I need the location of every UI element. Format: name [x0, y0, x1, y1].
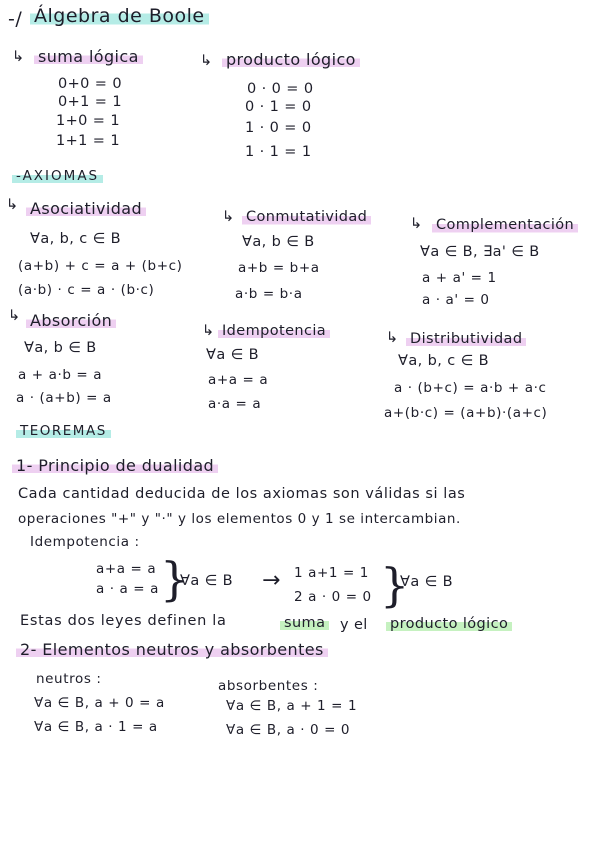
asociatividad-row: (a+b) + c = a + (b+c): [18, 258, 183, 274]
dualidad-left-row: a+a = a: [96, 561, 157, 577]
dualidad-right-row: 1 a+1 = 1: [294, 565, 369, 581]
conmutatividad-heading: Conmutatividad: [242, 210, 371, 225]
asociatividad-row: (a·b) · c = a · (b·c): [18, 282, 155, 298]
producto-row: 0 · 0 = 0: [247, 81, 314, 97]
absorcion-heading: Absorción: [26, 313, 116, 329]
arrow-icon: ↳: [410, 216, 423, 232]
idempotencia-row: a·a = a: [208, 396, 262, 412]
absorbentes-row: ∀a ∈ B, a + 1 = 1: [226, 698, 358, 714]
arrow-icon: ↳: [12, 49, 25, 65]
complementacion-row: a + a' = 1: [422, 270, 497, 286]
distributividad-heading: Distributividad: [406, 332, 526, 347]
idempotencia-heading: Idempotencia: [218, 324, 330, 339]
idempotencia-row: a+a = a: [208, 372, 269, 388]
dualidad-heading: 1- Principio de dualidad: [12, 458, 218, 474]
idempotencia-row: ∀a ∈ B: [206, 347, 260, 363]
complementacion-row: a · a' = 0: [422, 292, 490, 308]
idempotencia-label: Idempotencia :: [30, 534, 140, 550]
absorcion-row: a · (a+b) = a: [16, 390, 112, 406]
distributividad-row: ∀a, b, c ∈ B: [398, 353, 490, 369]
conmutatividad-row: a+b = b+a: [238, 260, 320, 276]
neutros-heading: 2- Elementos neutros y absorbentes: [16, 642, 328, 658]
dualidad-left-quantifier: ∀a ∈ B: [180, 573, 234, 589]
right-brace-icon: }: [380, 558, 410, 612]
arrow-right-icon: →: [262, 568, 281, 593]
conclusion-and: y el: [340, 617, 368, 633]
producto-highlight: producto lógico: [386, 617, 512, 632]
suma-row: 0+0 = 0: [58, 76, 122, 92]
page-title: Álgebra de Boole: [30, 7, 209, 26]
producto-row: 0 · 1 = 0: [245, 99, 312, 115]
suma-row: 1+1 = 1: [56, 133, 120, 149]
complementacion-heading: Complementación: [432, 218, 578, 233]
neutros-label: neutros :: [36, 671, 102, 687]
absorbentes-label: absorbentes :: [218, 678, 319, 694]
suma-heading: suma lógica: [34, 49, 143, 65]
neutros-row: ∀a ∈ B, a + 0 = a: [34, 695, 165, 711]
arrow-icon: ↳: [200, 53, 213, 69]
dualidad-right-quantifier: ∀a ∈ B: [400, 574, 454, 590]
distributividad-row: a · (b+c) = a·b + a·c: [394, 380, 547, 396]
axiomas-heading: -AXIOMAS: [12, 170, 103, 184]
arrow-icon: ↳: [386, 330, 399, 346]
conmutatividad-row: a·b = b·a: [235, 286, 303, 302]
complementacion-row: ∀a ∈ B, ∃a' ∈ B: [420, 244, 540, 260]
suma-row: 0+1 = 1: [58, 94, 122, 110]
conclusion-text: Estas dos leyes definen la: [20, 613, 227, 629]
arrow-icon: ↳: [202, 323, 215, 339]
conmutatividad-row: ∀a, b ∈ B: [242, 234, 315, 250]
dualidad-left-row: a · a = a: [96, 581, 159, 597]
absorcion-row: ∀a, b ∈ B: [24, 340, 97, 356]
suma-highlight: suma: [280, 616, 329, 631]
dualidad-text-line2: operaciones "+" y "·" y los elementos 0 y 1 se intercambian.: [18, 511, 461, 527]
absorcion-row: a + a·b = a: [18, 367, 103, 383]
suma-row: 1+0 = 1: [56, 113, 120, 129]
title-marker: -/: [8, 8, 23, 30]
asociatividad-heading: Asociatividad: [26, 201, 146, 217]
dualidad-right-row: 2 a · 0 = 0: [294, 589, 372, 605]
right-brace-icon: }: [160, 552, 190, 606]
producto-heading: producto lógico: [222, 52, 360, 68]
neutros-row: ∀a ∈ B, a · 1 = a: [34, 719, 158, 735]
producto-row: 1 · 1 = 1: [245, 144, 312, 160]
teoremas-heading: TEOREMAS: [16, 425, 111, 439]
asociatividad-row: ∀a, b, c ∈ B: [30, 231, 122, 247]
dualidad-text-line1: Cada cantidad deducida de los axiomas son válidas si las: [18, 486, 466, 502]
arrow-icon: ↳: [222, 209, 235, 225]
producto-row: 1 · 0 = 0: [245, 120, 312, 136]
absorbentes-row: ∀a ∈ B, a · 0 = 0: [226, 722, 351, 738]
distributividad-row: a+(b·c) = (a+b)·(a+c): [384, 405, 548, 421]
arrow-icon: ↳: [8, 308, 21, 324]
arrow-icon: ↳: [6, 197, 19, 213]
